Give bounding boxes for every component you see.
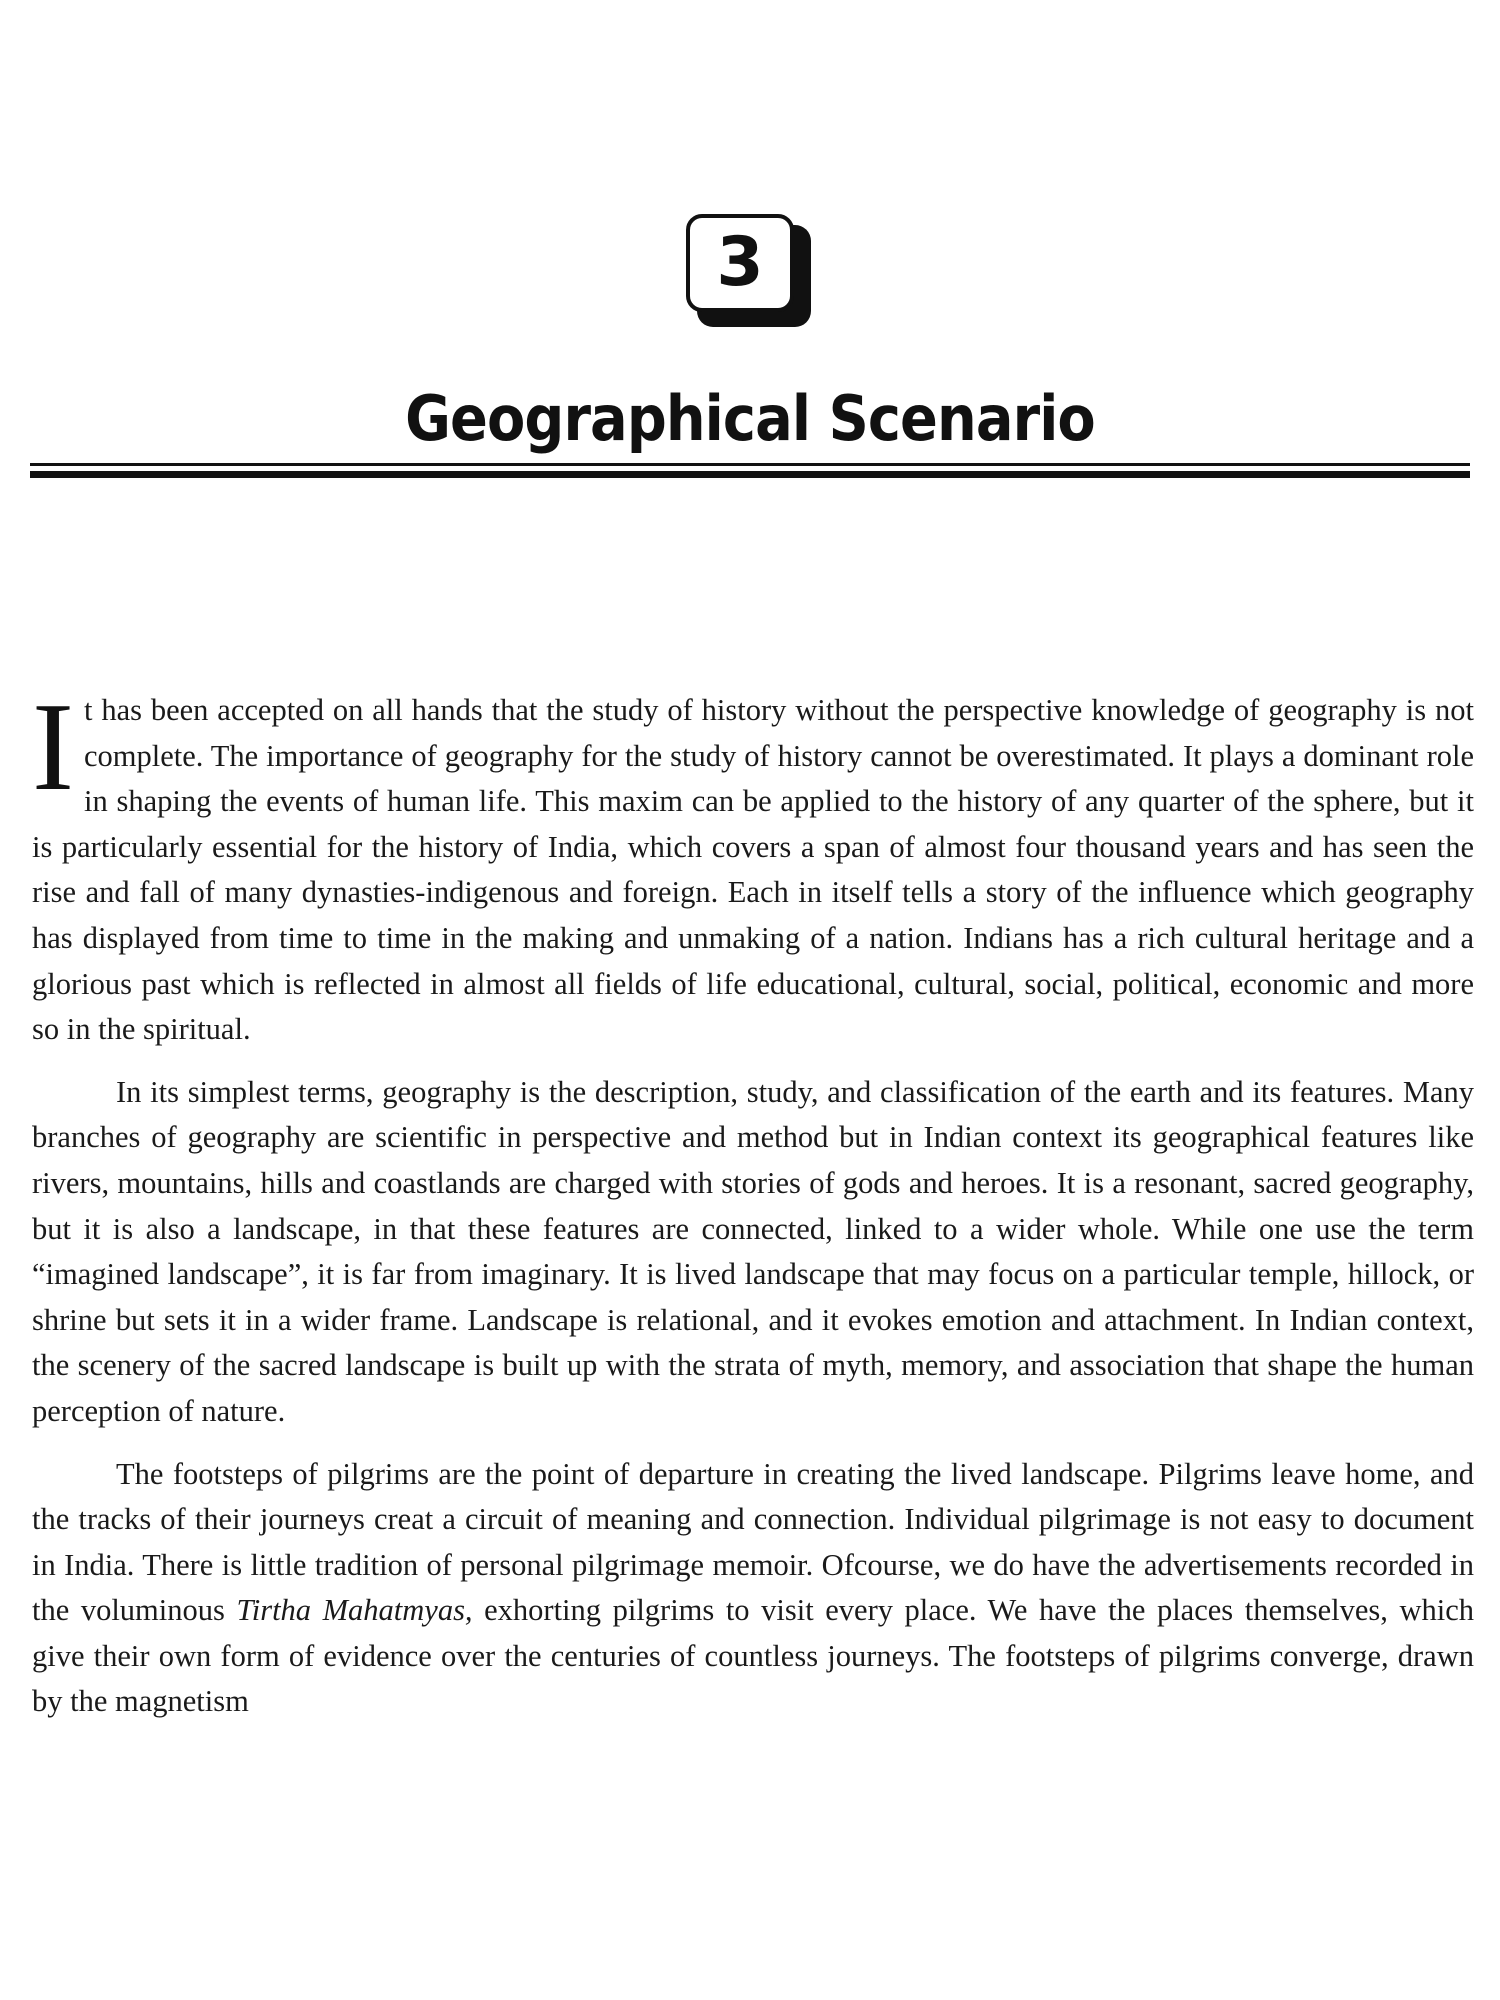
paragraph-3-text-before: The footsteps of pilgrims are the point of departure in creating the lived landscape. Pilgrims leave home, and the tracks of their journeys creat a circuit of meaning and connection. Individual pilgrimage is not easy to document in India. There is little tradition of personal pilgrimage memoir. Ofcourse, we do have the advertisements recorded in the voluminous — [32, 1456, 1474, 1628]
drop-cap: I — [32, 678, 74, 817]
title-double-rule — [30, 463, 1470, 481]
paragraph-1 — [32, 678, 1474, 1053]
book-title-italic: Tirtha Mahatmyas, — [236, 1593, 473, 1628]
badge-box — [686, 214, 794, 312]
chapter-number: 3 — [716, 223, 764, 302]
chapter-number-badge — [686, 214, 804, 320]
body-text — [32, 678, 1474, 1742]
paragraph-3 — [32, 1452, 1474, 1726]
rule-thin-line — [30, 463, 1470, 466]
paragraph-1-text: t has been accepted on all hands that the study of history without the perspective knowledge of geography is not complete. The importance of geography for the study of history cannot be overestimated. It plays a dominant role in shaping the events of human life. This maxim can be applied to the history of any quarter of the sphere, but it is particularly essential for the history of India, which covers a span of almost four thousand years and has seen the rise and fall of many dynasties-indigenous and foreign. Each in itself tells a story of the influence which geography has displayed from time to time in the making and unmaking of a nation. Indians has a rich cultural heritage and a glorious past which is reflected in almost all fields of life educational, cultural, social, political, economic and more so in the spiritual. — [32, 693, 1474, 1047]
paragraph-3-text-after: exhorting pilgrims to visit every place. We have the places themselves, which give their own form of evidence over the centuries of countless journeys. The footsteps of pilgrims converge, drawn by the magnetism — [32, 1593, 1474, 1719]
paragraph-2: In its simplest terms, geography is the description, study, and classification of the earth and its features. Many branches of geography are scientific in perspective and method but in Indian context its geographical features like rivers, mountains, hills and coastlands are charged with stories of gods and heroes. It is a resonant, sacred geography, but it is also a landscape, in that these features are connected, linked to a wider whole. While one use the term “imagined landscape”, it is far from imaginary. It is lived landscape that may focus on a particular temple, hillock, or shrine but sets it in a wider frame. Landscape is relational, and it evokes emotion and attachment. In Indian context, the scenery of the sacred landscape is built up with the strata of myth, memory, and association that shape the human perception of nature. — [32, 1074, 1474, 1428]
chapter-title: Geographical Scenario — [405, 382, 1095, 455]
rule-thick-line — [30, 471, 1470, 478]
